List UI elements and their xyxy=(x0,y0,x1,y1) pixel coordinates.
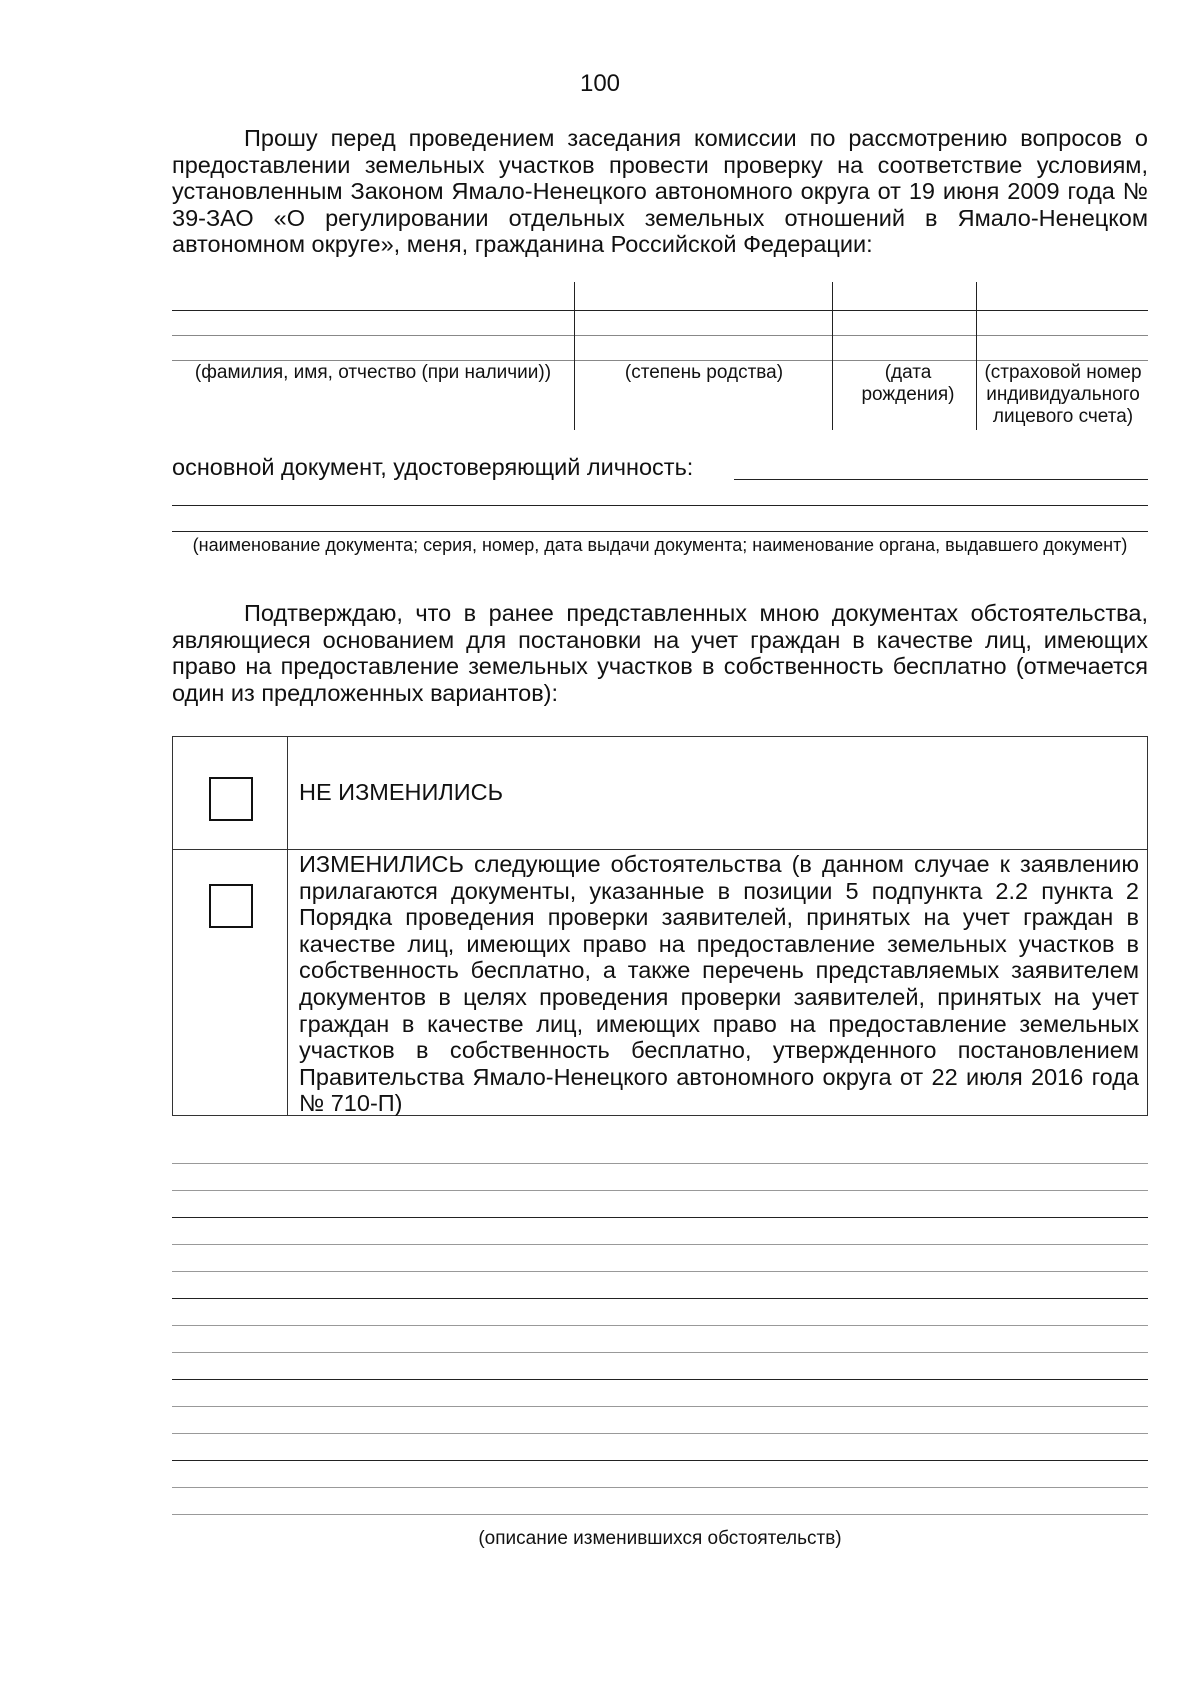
options-divider xyxy=(287,737,288,1115)
column-divider xyxy=(976,282,977,430)
description-line[interactable] xyxy=(172,1433,1148,1434)
description-line[interactable] xyxy=(172,1379,1148,1380)
fio-line-3 xyxy=(172,360,1148,361)
description-line[interactable] xyxy=(172,1352,1148,1353)
checkbox-not-changed[interactable] xyxy=(209,777,253,821)
column-label-relation: (степень родства) xyxy=(624,362,784,383)
intro-paragraph: Прошу перед проведением заседания комиссии по рассмотрению вопросов о предоставлении земельных участков провести проверку на соответствие условиям, установленным Законом Ямало-Ненецкого автономного округа от 19 июня 2009 года № 39-ЗАО «О регулировании отдельных земельных отношений в Ямало-Ненецком автономном округе», меня, гражданина Российской Федерации: xyxy=(172,125,1148,257)
document-input-line-2[interactable] xyxy=(172,505,1148,506)
document-input-line-3[interactable] xyxy=(172,531,1148,532)
page-number: 100 xyxy=(579,70,621,97)
description-line[interactable] xyxy=(172,1163,1148,1164)
column-label-snils: (страховой номер индивидуального лицевого счета) xyxy=(984,362,1142,427)
description-line[interactable] xyxy=(172,1217,1148,1218)
column-divider xyxy=(832,282,833,430)
description-caption: (описание изменившихся обстоятельств) xyxy=(478,1528,842,1549)
description-line[interactable] xyxy=(172,1514,1148,1515)
document-caption: (наименование документа; серия, номер, дата выдачи документа; наименование органа, выдавшего документ) xyxy=(192,535,1128,555)
document-label: основной документ, удостоверяющий личность: xyxy=(172,454,694,480)
checkbox-changed[interactable] xyxy=(209,884,253,928)
column-label-birthdate: (дата рождения) xyxy=(861,362,955,405)
column-divider xyxy=(574,282,575,430)
description-line[interactable] xyxy=(172,1460,1148,1461)
confirm-paragraph: Подтверждаю, что в ранее представленных мною документах обстоятельства, являющиеся основанием для постановки на учет граждан в качестве лиц, имеющих право на предоставление земельных участков в собственность бесплатно (отмечается один из предложенных вариантов): xyxy=(172,600,1148,706)
description-line[interactable] xyxy=(172,1244,1148,1245)
description-line[interactable] xyxy=(172,1406,1148,1407)
description-line[interactable] xyxy=(172,1298,1148,1299)
description-line[interactable] xyxy=(172,1487,1148,1488)
options-divider xyxy=(173,849,1147,850)
column-label-fio: (фамилия, имя, отчество (при наличии)) xyxy=(194,362,552,383)
options-table xyxy=(172,736,1148,1116)
option-not-changed-label: НЕ ИЗМЕНИЛИСЬ xyxy=(299,779,504,805)
document-input-line[interactable] xyxy=(734,479,1148,480)
fio-line[interactable] xyxy=(172,310,1148,311)
fio-line-2[interactable] xyxy=(172,335,1148,336)
person-table xyxy=(172,282,1148,430)
description-line[interactable] xyxy=(172,1190,1148,1191)
description-line[interactable] xyxy=(172,1325,1148,1326)
option-changed-label: ИЗМЕНИЛИСЬ следующие обстоятельства (в данном случае к заявлению прилагаются документы, указанные в позиции 5 подпункта 2.2 пункта 2 Порядка проведения проверки заявителей, принятых на учет граждан в качестве лиц, имеющих право на предоставление земельных участков в собственность бесплатно, а также перечень представляемых заявителем документов в целях проведения проверки заявителей, принятых на учет граждан в качестве лиц, имеющих право на предоставление земельных участков в собственность бесплатно, утвержденного постановлением Правительства Ямало-Ненецкого автономного округа от 22 июля 2016 года № 710-П) xyxy=(299,851,1139,1117)
description-line[interactable] xyxy=(172,1271,1148,1272)
